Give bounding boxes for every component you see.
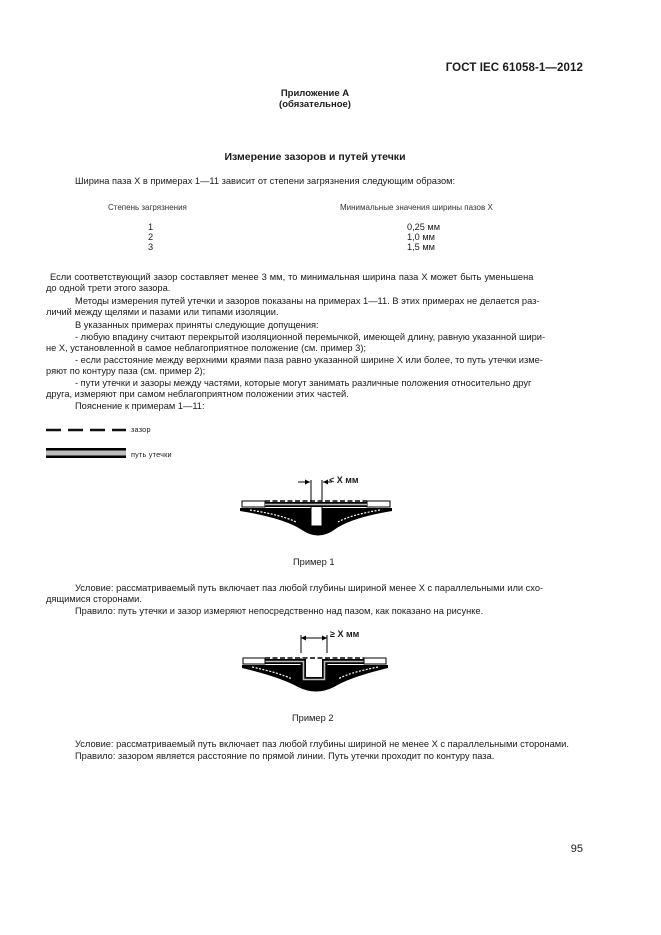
gap-legend-line-icon [46,424,126,438]
paragraph-line: - любую впадину считают перекрытой изоляционной перемычкой, имеющей длину, равную указанной шири- [75,332,546,342]
table-cell: 0,25 мм [407,222,441,232]
example-2-caption: Пример 2 [292,713,334,723]
standard-number: ГОСТ IEC 61058-1—2012 [445,62,583,74]
example-1-dimension-label: < X мм [329,475,359,485]
table-cell: 1,5 мм [407,242,435,252]
example-2-dimension-label: ≥ X мм [330,629,360,639]
table-cell: 1 [148,222,154,232]
table-header-width: Минимальные значения ширины пазов X [340,203,493,212]
table-header-degree: Степень загрязнения [108,203,187,212]
paragraph-line: не X, установленной в самое неблагоприятное положение (см. пример 3); [46,343,367,353]
table-cell: 3 [148,242,154,252]
example-2-figure [240,627,390,702]
appendix-title: Приложение А [280,88,350,99]
paragraph-line: - пути утечки и зазоры между частями, которые могут занимать различные положения относительно друг [75,378,532,388]
table-cell: 2 [148,232,154,242]
page-number: 95 [570,843,583,855]
paragraph-line: друга, измеряют при самом неблагоприятном положении этих частей. [46,389,349,399]
paragraph-line: Если соответствующий зазор составляет менее 3 мм, то минимальная ширина паза X может быть уменьшена [50,272,534,282]
paragraph-line: Правило: путь утечки и зазор измеряют непосредственно над пазом, как показано на рисунке. [75,606,484,616]
example-1-figure [238,470,394,545]
paragraph-line: Условие: рассматриваемый путь включает паз любой глубины шириной менее X с параллельными или схо- [75,583,544,593]
creepage-legend-line-icon [46,447,126,461]
paragraph-line: ряют по контуру паза (см. пример 2); [46,366,206,376]
legend-gap-label: зазор [131,425,151,434]
paragraph-line: - если расстояние между верхними краями паза равно указанной ширине X или более, то путь утечки изме- [75,355,543,365]
paragraph-line: Условие: рассматриваемый путь включает паз любой глубины шириной не менее X с параллельными сторонами. [75,739,569,749]
intro-text: Ширина паза X в примерах 1—11 зависит от степени загрязнения следующим образом: [75,176,456,186]
paragraph-line: дящимися сторонами. [46,594,142,604]
paragraph-line: Пояснение к примерам 1—11: [75,401,205,411]
paragraph-line: Методы измерения путей утечки и зазоров показаны на примерах 1—11. В этих примерах не делается раз- [75,296,540,306]
paragraph-line: Правило: зазором является расстояние по прямой линии. Путь утечки проходит по контуру паза. [75,751,495,761]
example-1-caption: Пример 1 [293,557,335,567]
paragraph-line: В указанных примерах приняты следующие допущения: [75,320,319,330]
appendix-subtitle: (обязательное) [279,99,351,110]
legend-creepage-label: путь утечки [131,450,172,459]
section-title: Измерение зазоров и путей утечки [224,151,406,163]
table-cell: 1,0 мм [407,232,435,242]
paragraph-line: личий между щелями и пазами или типами изоляции. [46,307,279,317]
paragraph-line: до одной трети этого зазора. [46,283,171,293]
